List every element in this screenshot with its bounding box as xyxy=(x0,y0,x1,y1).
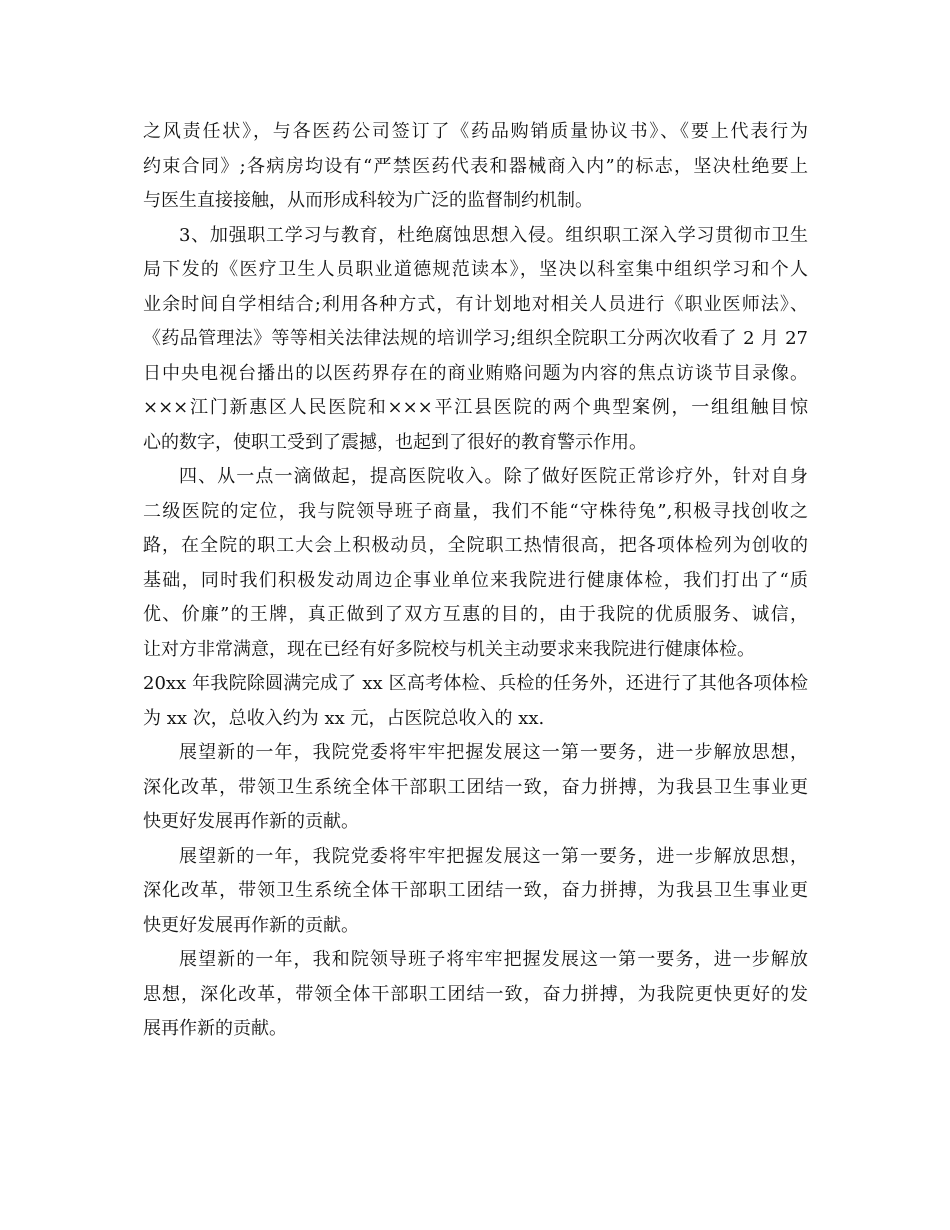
paragraph-continuation xyxy=(143,115,808,219)
text-line: 快更好发展再作新的贡献。 xyxy=(143,811,359,832)
paragraph-hospital-income xyxy=(143,460,808,736)
text-line: 优、价廉”的王牌，真正做到了双方互惠的目的，由于我院的优质服务、诚信， xyxy=(143,604,808,625)
text-line: 心的数字，使职工受到了震撼，也起到了很好的教育警示作用。 xyxy=(143,431,647,453)
text-line: 快更好发展再作新的贡献。 xyxy=(143,914,359,936)
text-line: 与医生直接接触，从而形成科较为广泛的监督制约机制。 xyxy=(143,190,593,211)
text-line: 四、从一点一滴做起，提高医院收入。除了做好医院正常诊疗外，针对自身 xyxy=(179,466,808,487)
text-line: 20xx 年我院除圆满完成了 xx 区高考体检、兵检的任务外，还进行了其他各项体检 xyxy=(143,673,808,694)
text-line: 3、加强职工学习与教育，杜绝腐蚀思想入侵。组织职工深入学习贯彻市卫生 xyxy=(179,224,808,246)
text-line: 展再作新的贡献。 xyxy=(143,1018,287,1039)
paragraph-staff-education xyxy=(143,219,808,461)
text-line: 让对方非常满意，现在已经有好多院校与机关主动要求来我院进行健康体检。 xyxy=(143,638,755,660)
text-line: 《药品管理法》等等相关法律法规的培训学习;组织全院职工分两次收看了 2 月 27 xyxy=(143,328,808,349)
text-line: 二级医院的定位，我与院领导班子商量，我们不能“守株待兔”,积极寻找创收之 xyxy=(143,500,808,522)
text-line: 为 xx 次，总收入约为 xx 元，占医院总收入的 xx. xyxy=(143,707,545,729)
text-line: 局下发的《医疗卫生人员职业道德规范读本》，坚决以科室集中组织学习和个人 xyxy=(143,259,808,280)
text-line: 展望新的一年，我院党委将牢牢把握发展这一第一要务，进一步解放思想， xyxy=(179,742,808,763)
text-line: 深化改革，带领卫生系统全体干部职工团结一致，奋力拼搏，为我县卫生事业更 xyxy=(143,776,808,798)
paragraph-outlook-3 xyxy=(143,943,808,1047)
text-line: 之风责任状》，与各医药公司签订了《药品购销质量协议书》、《要上代表行为 xyxy=(143,121,808,142)
text-line: 展望新的一年，我和院领导班子将牢牢把握发展这一第一要务，进一步解放 xyxy=(179,949,808,970)
text-line: 基础，同时我们积极发动周边企事业单位来我院进行健康体检，我们打出了“质 xyxy=(143,569,808,591)
text-line: 深化改革，带领卫生系统全体干部职工团结一致，奋力拼搏，为我县卫生事业更 xyxy=(143,880,808,901)
text-line: 业余时间自学相结合;利用各种方式，有计划地对相关人员进行《职业医师法》、 xyxy=(143,293,808,315)
text-line: 约束合同》;各病房均设有“严禁医药代表和器械商入内”的标志，坚决杜绝要上 xyxy=(143,155,808,177)
text-line: 思想，深化改革，带领全体干部职工团结一致，奋力拼搏，为我院更快更好的发 xyxy=(143,983,808,1005)
document-page xyxy=(143,115,808,1047)
paragraph-outlook-2 xyxy=(143,840,808,944)
text-line: 路，在全院的职工大会上积极动员，全院职工热情很高，把各项体检列为创收的 xyxy=(143,535,808,556)
text-line: 日中央电视台播出的以医药界存在的商业贿赂问题为内容的焦点访谈节目录像。 xyxy=(143,362,808,384)
text-line: 展望新的一年，我院党委将牢牢把握发展这一第一要务，进一步解放思想， xyxy=(179,845,808,867)
text-line: ×××江门新惠区人民医院和×××平江县医院的两个典型案例，一组组触目惊 xyxy=(143,397,808,418)
paragraph-outlook-1 xyxy=(143,736,808,840)
